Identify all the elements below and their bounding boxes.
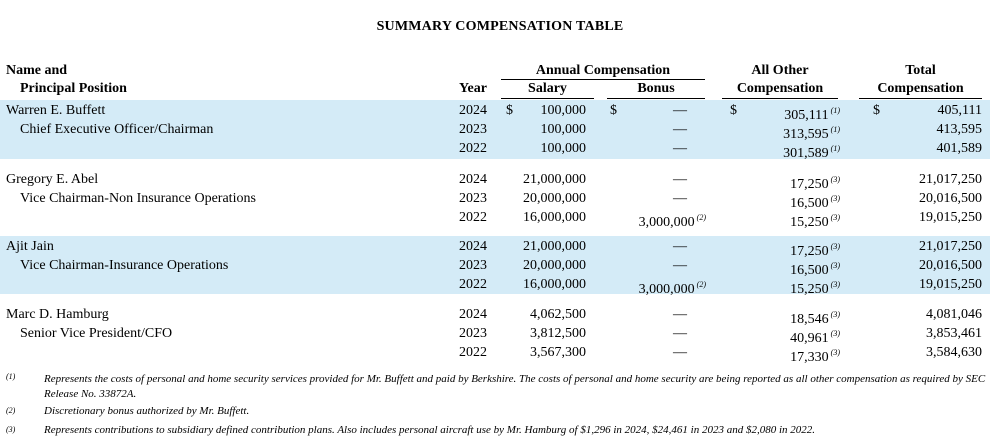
year-cell: 2023 — [459, 258, 487, 273]
header-all-other-line2: Compensation — [736, 81, 824, 96]
bonus-cell — [590, 208, 706, 232]
executive-position: Chief Executive Officer/Chairman — [20, 122, 214, 137]
year-cell: 2024 — [459, 172, 487, 187]
footnote-ref: (1) — [830, 106, 840, 115]
bonus-cell — [590, 275, 706, 299]
salary-cell: 16,000,000 — [523, 277, 586, 292]
bonus-underline — [607, 98, 705, 99]
total-cell: 401,589 — [936, 141, 982, 156]
total-cell: 20,016,500 — [919, 191, 982, 206]
salary-cell: 20,000,000 — [523, 191, 586, 206]
executive-position: Vice Chairman-Insurance Operations — [20, 258, 229, 273]
total-cell: 4,081,046 — [926, 307, 982, 322]
salary-cell: 3,812,500 — [530, 326, 586, 341]
footnote-marker-2: (2) — [6, 406, 16, 415]
footnote-text-1: Represents the costs of personal and home security services provided for Mr. Buffett and paid by Berkshire. The costs of personal and home security are being reported as all other compensation as required by SEC Release No. 33872A. — [44, 373, 986, 400]
footnote-ref: (3) — [830, 329, 840, 338]
all-other-value: 301,589 — [783, 146, 829, 161]
total-cell: 21,017,250 — [919, 172, 982, 187]
year-cell: 2022 — [459, 345, 487, 360]
total-cell: 21,017,250 — [919, 239, 982, 254]
bonus-value: 3,000,000 — [638, 282, 695, 297]
executive-name: Marc D. Hamburg — [6, 307, 109, 322]
year-cell: 2024 — [459, 239, 487, 254]
all-other-value: 15,250 — [790, 282, 829, 297]
salary-cell: 21,000,000 — [523, 172, 586, 187]
year-cell: 2022 — [459, 210, 487, 225]
all-other-value: 16,500 — [790, 263, 829, 278]
footnote-ref: (3) — [830, 261, 840, 270]
total-cell: 3,584,630 — [926, 345, 982, 360]
header-year: Year — [459, 81, 487, 96]
header-total-line2: Compensation — [877, 81, 964, 96]
header-annual-compensation: Annual Compensation — [535, 63, 671, 78]
all-other-value: 313,595 — [783, 127, 829, 142]
salary-cell: 100,000 — [540, 122, 586, 137]
bonus-dash: — — [673, 239, 687, 254]
header-salary: Salary — [528, 81, 567, 96]
bonus-dash: — — [673, 172, 687, 187]
bonus-dash: — — [673, 307, 687, 322]
bonus-dash: — — [673, 122, 687, 137]
footnote-ref: (3) — [830, 194, 840, 203]
year-cell: 2023 — [459, 122, 487, 137]
header-bonus: Bonus — [637, 81, 675, 96]
year-cell: 2024 — [459, 103, 487, 118]
salary-cell: 3,567,300 — [530, 345, 586, 360]
total-cell: 405,111 — [937, 103, 982, 118]
currency-symbol: $ — [610, 103, 617, 118]
all-other-value: 17,250 — [790, 177, 829, 192]
all-other-value: 305,111 — [784, 108, 829, 123]
footnote-ref: (3) — [830, 348, 840, 357]
salary-cell: 20,000,000 — [523, 258, 586, 273]
year-cell: 2022 — [459, 277, 487, 292]
year-cell: 2022 — [459, 141, 487, 156]
footnote-marker-3: (3) — [6, 425, 16, 434]
bonus-dash: — — [673, 345, 687, 360]
footnote-ref: (3) — [830, 213, 840, 222]
executive-name: Gregory E. Abel — [6, 172, 99, 187]
header-name-line1: Name and — [6, 63, 68, 78]
executive-name: Warren E. Buffett — [6, 103, 106, 118]
footnote-ref: (3) — [830, 310, 840, 319]
footnote-text-2: Discretionary bonus authorized by Mr. Buffett. — [44, 405, 250, 417]
bonus-dash: — — [673, 191, 687, 206]
all-other-cell — [720, 275, 840, 299]
salary-cell: 21,000,000 — [523, 239, 586, 254]
header-total-line1: Total — [905, 63, 936, 78]
footnote-ref: (3) — [830, 175, 840, 184]
footnote-ref: (2) — [696, 280, 706, 289]
executive-position: Senior Vice President/CFO — [20, 326, 173, 341]
salary-cell: 16,000,000 — [523, 210, 586, 225]
total-cell: 19,015,250 — [919, 277, 982, 292]
total-cell: 413,595 — [936, 122, 982, 137]
bonus-dash: — — [673, 141, 687, 156]
total-underline — [859, 98, 982, 99]
footnote-ref: (3) — [830, 280, 840, 289]
all-other-value: 17,330 — [790, 350, 829, 365]
all-other-cell — [720, 208, 840, 232]
footnote-ref: (1) — [830, 144, 840, 153]
salary-cell: 4,062,500 — [530, 307, 586, 322]
table-title: SUMMARY COMPENSATION TABLE — [376, 19, 624, 34]
year-cell: 2023 — [459, 326, 487, 341]
all-other-value: 40,961 — [790, 331, 829, 346]
header-name-line2: Principal Position — [20, 81, 127, 96]
currency-symbol: $ — [873, 103, 880, 118]
total-cell: 19,015,250 — [919, 210, 982, 225]
footnote-ref: (3) — [830, 242, 840, 251]
bonus-dash: — — [673, 258, 687, 273]
currency-symbol: $ — [506, 103, 513, 118]
salary-underline — [501, 98, 594, 99]
all-other-cell — [720, 343, 840, 367]
footnote-text-3: Represents contributions to subsidiary defined contribution plans. Also includes personal aircraft use by Mr. Hamburg of $1,296 in 2024, $24,461 in 2023 and $2,080 in 2022. — [44, 424, 815, 436]
executive-position: Vice Chairman-Non Insurance Operations — [20, 191, 256, 206]
salary-cell: 100,000 — [540, 141, 586, 156]
executive-name: Ajit Jain — [6, 239, 54, 254]
currency-symbol: $ — [730, 103, 737, 118]
salary-cell: 100,000 — [540, 103, 586, 118]
footnote-ref: (1) — [830, 125, 840, 134]
bonus-dash: — — [673, 103, 687, 118]
footnote-marker-1: (1) — [6, 372, 16, 381]
total-cell: 20,016,500 — [919, 258, 982, 273]
footnote-ref: (2) — [696, 213, 706, 222]
all-other-cell — [720, 139, 840, 163]
year-cell: 2023 — [459, 191, 487, 206]
total-cell: 3,853,461 — [926, 326, 982, 341]
all-other-underline — [722, 98, 838, 99]
bonus-value: 3,000,000 — [638, 215, 695, 230]
all-other-value: 17,250 — [790, 244, 829, 259]
header-all-other-line1: All Other — [751, 63, 809, 78]
all-other-value: 15,250 — [790, 215, 829, 230]
all-other-value: 18,546 — [790, 312, 829, 327]
year-cell: 2024 — [459, 307, 487, 322]
all-other-value: 16,500 — [790, 196, 829, 211]
bonus-dash: — — [673, 326, 687, 341]
